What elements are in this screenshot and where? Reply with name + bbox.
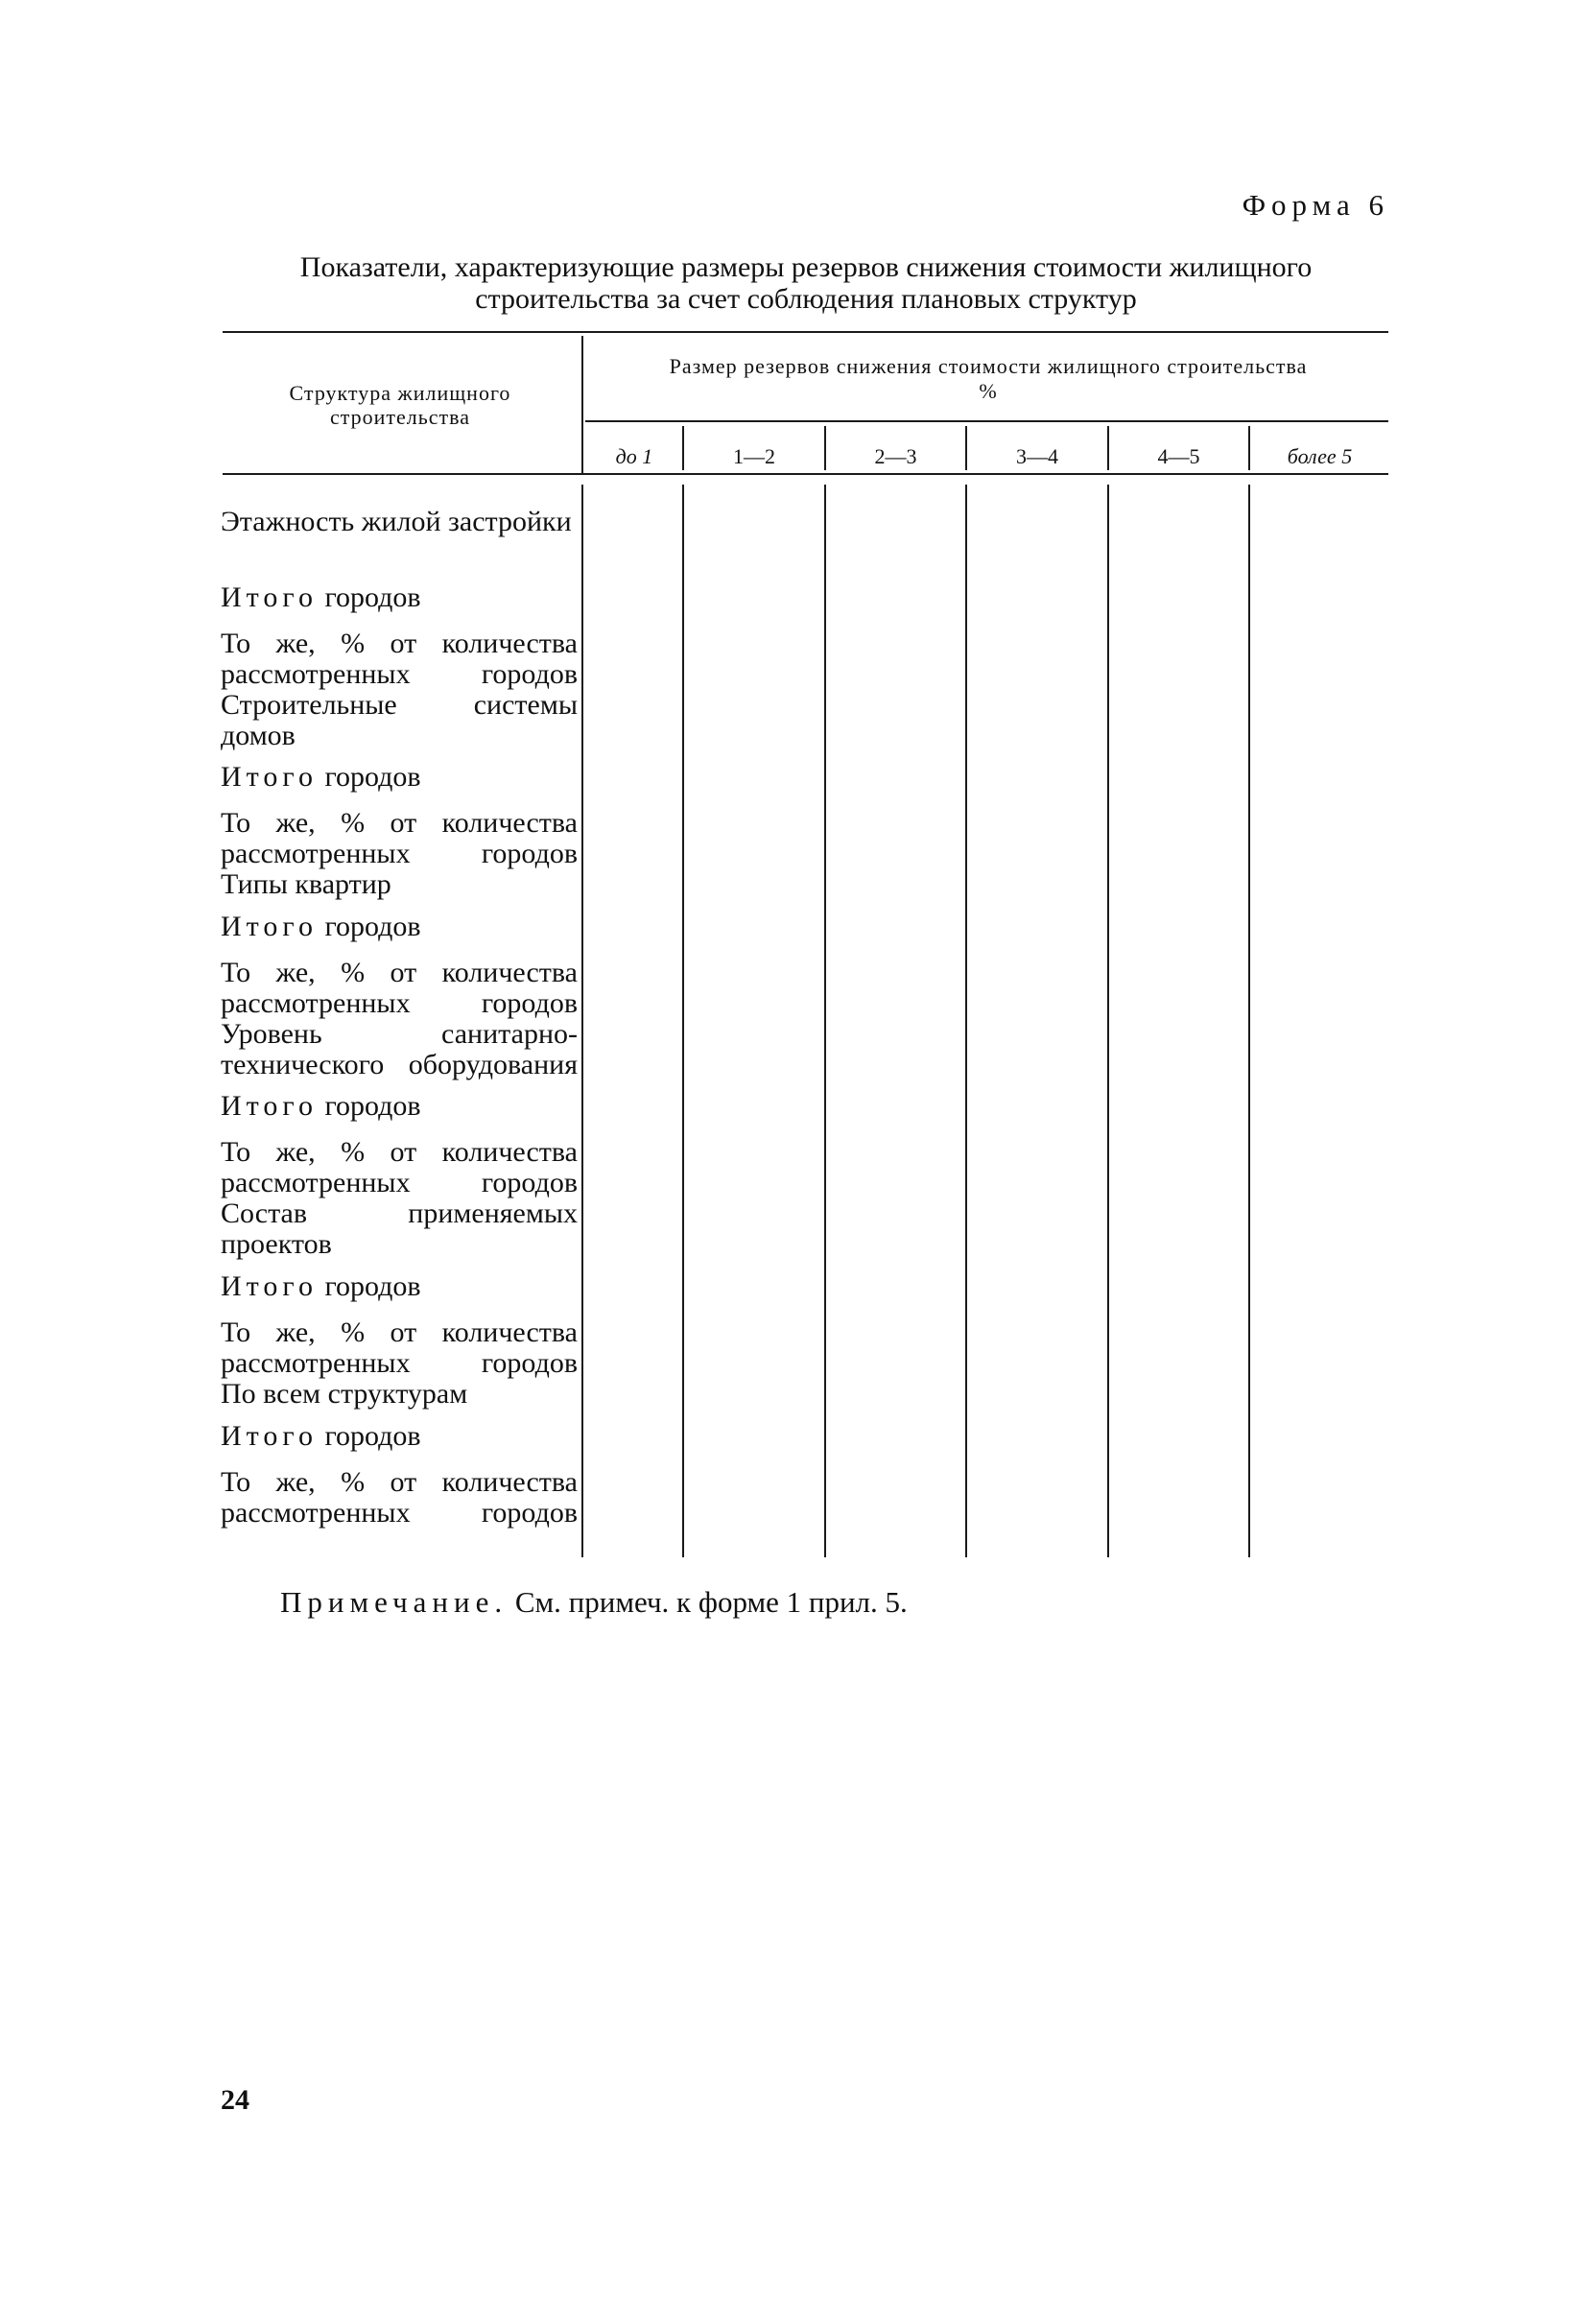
header-size — [585, 354, 1391, 404]
row-label: То же, % от количества рассмотренных городов — [221, 807, 578, 869]
total-suffix: городов — [324, 581, 421, 613]
note-label: Примечание. — [280, 1585, 509, 1619]
total-word: Итого — [221, 1090, 318, 1122]
row-label: Этажность жилой застройки — [221, 506, 572, 537]
row-label: То же, % от количества рассмотренных городов — [221, 957, 578, 1019]
body-line-0 — [581, 485, 583, 1557]
header-size-text: Размер резервов снижения стоимости жилищного строительства — [669, 354, 1308, 378]
total-word: Итого — [221, 581, 318, 613]
row-label-total — [221, 912, 578, 942]
row-label-total — [221, 1271, 578, 1302]
total-suffix: городов — [324, 1090, 421, 1122]
row-label: Уровень санитарно-технического оборудования — [221, 1018, 578, 1080]
total-word: Итого — [221, 1270, 318, 1302]
row-label: По всем структурам — [221, 1378, 468, 1410]
col-sep-1 — [682, 426, 684, 470]
page-number: 24 — [221, 2084, 249, 2116]
body-line-3 — [965, 485, 967, 1557]
column-header-2: 2—3 — [874, 444, 917, 468]
total-word: Итого — [221, 911, 318, 942]
header-divider — [581, 336, 583, 473]
column-header-1: 1—2 — [733, 444, 775, 468]
row-label: Состав применяемых проектов — [221, 1198, 578, 1260]
table-top-rule — [223, 331, 1388, 333]
row-label: Строительные системы домов — [221, 689, 578, 751]
col-sep-4 — [1107, 426, 1109, 470]
body-line-2 — [824, 485, 826, 1557]
body-line-5 — [1248, 485, 1250, 1557]
row-label: То же, % от количества рассмотренных городов — [221, 1466, 578, 1529]
footnote — [280, 1585, 908, 1620]
col-sep-2 — [824, 426, 826, 470]
row-label: То же, % от количества рассмотренных городов — [221, 628, 578, 690]
column-header-3: 3—4 — [1016, 444, 1058, 468]
row-label-total — [221, 1091, 578, 1122]
row-label: То же, % от количества рассмотренных городов — [221, 1136, 578, 1198]
title-line-1: Показатели, характеризующие размеры резервов снижения стоимости жилищного — [299, 251, 1313, 283]
header-sub-rule — [585, 420, 1388, 422]
body-line-1 — [682, 485, 684, 1557]
body-line-4 — [1107, 485, 1109, 1557]
header-structure: Структура жилищного строительства — [289, 381, 511, 429]
total-suffix: городов — [324, 1420, 421, 1452]
total-word: Итого — [221, 761, 318, 793]
column-header-0: до 1 — [615, 444, 653, 468]
note-text: См. примеч. к форме 1 прил. 5. — [514, 1585, 908, 1619]
title-line-2: строительства за счет соблюдения плановых структур — [475, 283, 1137, 315]
row-label: То же, % от количества рассмотренных городов — [221, 1316, 578, 1379]
header-bottom-rule — [223, 473, 1388, 475]
row-label-total — [221, 762, 578, 793]
col-sep-5 — [1248, 426, 1250, 470]
form-number: Форма 6 — [1242, 188, 1389, 222]
row-label-total — [221, 1421, 578, 1452]
total-suffix: городов — [324, 761, 421, 793]
row-label: Типы квартир — [221, 868, 391, 900]
total-suffix: городов — [324, 911, 421, 942]
total-word: Итого — [221, 1420, 318, 1452]
column-header-4: 4—5 — [1157, 444, 1200, 468]
col-sep-3 — [965, 426, 967, 470]
row-label-total — [221, 582, 578, 613]
total-suffix: городов — [324, 1270, 421, 1302]
document-title — [221, 251, 1391, 315]
header-size-unit: % — [979, 379, 998, 403]
column-header-5: более 5 — [1287, 444, 1353, 468]
